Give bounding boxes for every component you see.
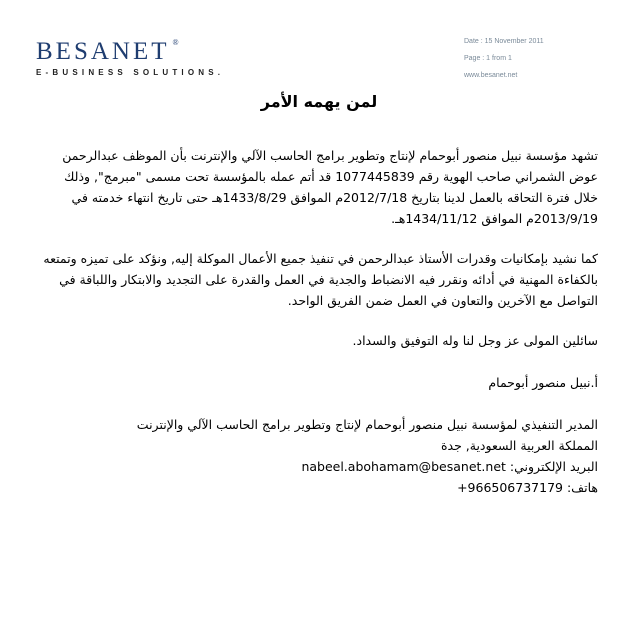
certificate-paragraph: تشهد مؤسسة نبيل منصور أبوحمام لإنتاج وتطوير برامج الحاسب الآلي والإنترنت بأن الموظف عبدالرحمن عوض الشمراني صاحب الهوية رقم 1077445839 قد أتم عمله بالمؤسسة تحت مسمى "مبرمج", وذلك خلال فترة التحاقه بالعمل لدينا بتاريخ 2012/7/18م الموافق 1433/8/29هـ حتى تاريخ انتهاء خدمته في 2013/9/19م الموافق 1434/11/12هـ. xyxy=(62,148,598,226)
phone-number: +966506737179 xyxy=(457,480,563,495)
phone-line xyxy=(38,477,598,498)
logo-tagline: E-BUSINESS SOLUTIONS. xyxy=(36,68,225,77)
letter-body xyxy=(38,145,598,498)
document-date: Date : 15 November 2011 xyxy=(464,38,544,45)
email-label: البريد الإلكتروني: xyxy=(509,459,598,474)
signatory-position: المدير التنفيذي لمؤسسة نبيل منصور أبوحمام لإنتاج وتطوير برامج الحاسب الآلي والإنترنت xyxy=(136,417,598,432)
logo-text: BESANET xyxy=(36,38,170,65)
registered-mark: ® xyxy=(172,38,179,47)
email-line xyxy=(38,456,598,477)
page-number: Page : 1 from 1 xyxy=(464,55,512,62)
logo-wordmark xyxy=(36,38,224,66)
closing-paragraph: سائلين المولى عز وجل لنا وله التوفيق والسداد. xyxy=(352,333,598,348)
company-logo xyxy=(36,38,224,77)
phone-label: هاتف: xyxy=(566,480,598,495)
signature-block xyxy=(38,414,598,498)
praise-paragraph: كما نشيد بإمكانيات وقدرات الأستاذ عبدالرحمن في تنفيذ جميع الأعمال الموكلة إليه, ونؤكد على تميزه وتمتعه بالكفاءة المهنية في أدائه ونقرر فيه الانضباط والجدية في العمل والقدرة على التجديد والابتكار واللباقة في التواصل مع الآخرين والتعاون في العمل ضمن الفريق الواحد. xyxy=(43,251,598,308)
signatory-location: المملكة العربية السعودية, جدة xyxy=(440,438,598,453)
signatory-name: أ.نبيل منصور أبوحمام xyxy=(488,375,598,390)
letter-title: لمن يهمه الأمر xyxy=(260,92,378,111)
email-address[interactable]: nabeel.abohamam@besanet.net xyxy=(301,459,506,474)
document-meta xyxy=(464,38,544,89)
website-link[interactable]: www.besanet.net xyxy=(464,72,518,79)
